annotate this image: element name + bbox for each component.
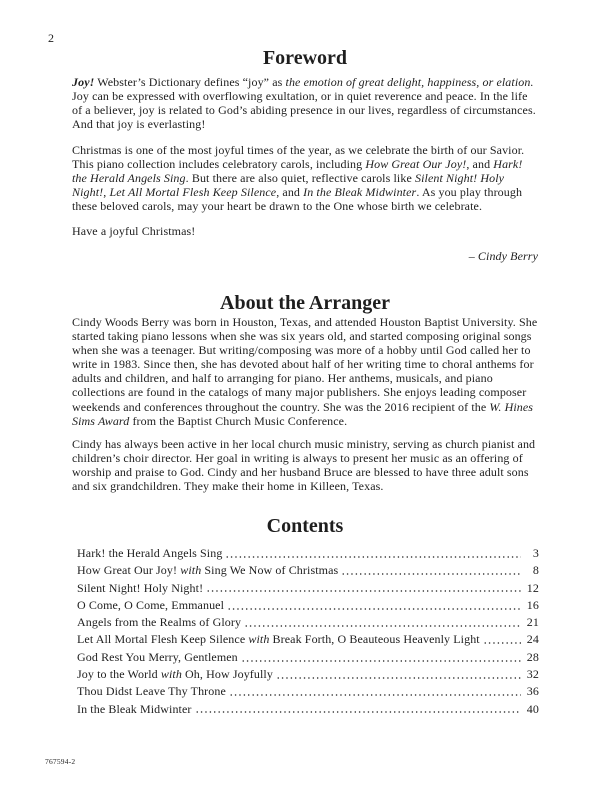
toc-entry <box>77 631 539 648</box>
toc-page-number: 24 <box>526 632 539 647</box>
toc-entry-title <box>77 683 226 700</box>
toc-entry <box>77 545 539 562</box>
text-segment: from the Baptist Church Music Conference. <box>129 413 348 428</box>
text-segment: Let All Mortal Flesh Keep Silence <box>109 185 277 200</box>
text-segment: Angels from the Realms of Glory <box>77 615 242 630</box>
about-arranger-title: About the Arranger <box>220 292 390 314</box>
foreword-closing: Have a joyful Christmas! <box>72 224 196 238</box>
toc-entry-title <box>77 701 192 718</box>
text-segment: God Rest You Merry, Gentlemen <box>77 649 238 664</box>
text-segment: W. Hines Sims Award <box>72 399 534 428</box>
toc-entry <box>77 701 539 718</box>
text-segment: Webster’s Dictionary defines “joy” as <box>94 75 286 89</box>
toc-leader-dots <box>225 545 521 562</box>
toc-leader-dots <box>195 701 521 718</box>
toc-entry-title <box>77 666 273 683</box>
text-segment: Joy can be expressed with overflowing exultation, or in quiet reverence and peace. In the life of a believer, joy is related to God’s abiding presence in our lives, regardless of circumstances. And that joy is everlasting! <box>72 89 536 132</box>
toc-page-number: 8 <box>532 563 539 578</box>
text-segment: In the Bleak Midwinter <box>303 185 417 200</box>
toc-page-number: 36 <box>526 684 539 699</box>
toc-leader-dots <box>241 649 521 666</box>
text-segment: Joy to the World <box>77 667 161 682</box>
text-segment: Christmas is one of the most joyful times of the year, as we celebrate the birth of our Savior. This piano collection includes celebratory carols, including <box>72 143 525 172</box>
text-segment: Cindy has always been active in her local church music ministry, serving as church pianist and children’s choir director. Her goal in writing is always to present her music as an offering of worship and praise to God. Cindy and her husband Bruce are blessed to have three adult sons and six grandchildren. They make their home in Killeen, Texas. <box>72 437 536 494</box>
text-segment: How Great Our Joy! <box>77 563 181 578</box>
text-segment: Silent Night! Holy Night! <box>72 171 505 200</box>
toc-page-number: 3 <box>532 546 539 560</box>
page-number: 2 <box>48 31 54 45</box>
catalog-number: 767594-2 <box>45 757 76 766</box>
toc-leader-dots <box>227 597 521 614</box>
toc-leader-dots <box>483 631 521 648</box>
toc-entry-title <box>77 545 222 562</box>
toc-entry <box>77 597 539 614</box>
text-segment: Break Forth, O Beauteous Heavenly Light <box>269 632 480 647</box>
toc-entry-title <box>77 562 338 579</box>
text-segment: Hark! the Herald Angels Sing <box>77 546 223 560</box>
text-segment: Cindy Woods Berry was born in Houston, Texas, and attended Houston Baptist University. She started taking piano lessons when she was six years old, and started composing original songs when she was a teenager. But writing/composing was more of a hobby until God called her to write in 1983. Since then, she has devoted about half of her writing time to choral anthems for adults and children, and half to arranging for piano. Her anthems, musicals, and piano collections are found in the catalogs of many major publishers. She enjoys leading composer weekends and conferences throughout the country. She was the 2016 recipient of the <box>72 315 538 414</box>
text-segment: , <box>103 185 110 200</box>
toc-leader-dots <box>276 666 521 683</box>
text-segment: , and <box>276 185 304 200</box>
about-paragraph-1 <box>72 315 538 428</box>
toc-page-number: 32 <box>526 667 539 682</box>
text-segment: Silent Night! Holy Night! <box>77 580 204 595</box>
toc-leader-dots <box>229 683 521 700</box>
toc-leader-dots <box>341 562 521 579</box>
toc-entry-title <box>77 631 480 648</box>
toc-page-number: 40 <box>526 701 539 716</box>
about-paragraph-2 <box>72 437 538 493</box>
foreword-paragraph-2 <box>72 143 538 213</box>
toc-entry-title <box>77 580 203 597</box>
text-segment: Sing We Now of Christmas <box>201 563 339 578</box>
text-segment: . But there are also quiet, reflective carols like <box>185 171 415 186</box>
toc-entry-title <box>77 649 238 666</box>
toc-page-number: 12 <box>526 580 539 595</box>
toc-leader-dots <box>244 614 521 631</box>
toc-page-number: 28 <box>526 649 539 664</box>
text-segment: Hark! the Herald Angels Sing <box>72 157 523 186</box>
table-of-contents <box>77 545 539 718</box>
text-segment: with <box>248 632 270 647</box>
text-segment: Joy! <box>72 75 95 89</box>
text-segment: Oh, How Joyfully <box>181 667 273 682</box>
text-segment: with <box>160 667 182 682</box>
author-signature: – Cindy Berry <box>468 249 538 263</box>
text-segment: with <box>180 563 202 578</box>
toc-entry-title <box>77 597 224 614</box>
text-segment: the emotion of great delight, happiness, or elation. <box>285 75 534 89</box>
text-segment: O Come, O Come, Emmanuel <box>77 597 225 612</box>
toc-entry <box>77 649 539 666</box>
text-segment: How Great Our Joy! <box>365 157 467 172</box>
toc-entry <box>77 580 539 597</box>
text-segment: In the Bleak Midwinter <box>77 701 192 716</box>
foreword-title: Foreword <box>262 47 348 69</box>
text-segment: Let All Mortal Flesh Keep Silence <box>77 632 249 647</box>
toc-page-number: 21 <box>526 615 539 630</box>
contents-title: Contents <box>266 515 344 537</box>
toc-entry-title <box>77 614 241 631</box>
foreword-paragraph-1 <box>72 75 538 131</box>
text-segment: , and <box>466 157 494 172</box>
text-segment: . As you play through these beloved carols, may your heart be drawn to the One whose birth we celebrate. <box>72 185 523 214</box>
toc-leader-dots <box>206 580 521 597</box>
toc-entry <box>77 683 539 700</box>
toc-entry <box>77 666 539 683</box>
toc-entry <box>77 614 539 631</box>
text-segment: Thou Didst Leave Thy Throne <box>77 684 226 699</box>
toc-entry <box>77 562 539 579</box>
toc-page-number: 16 <box>526 597 539 612</box>
